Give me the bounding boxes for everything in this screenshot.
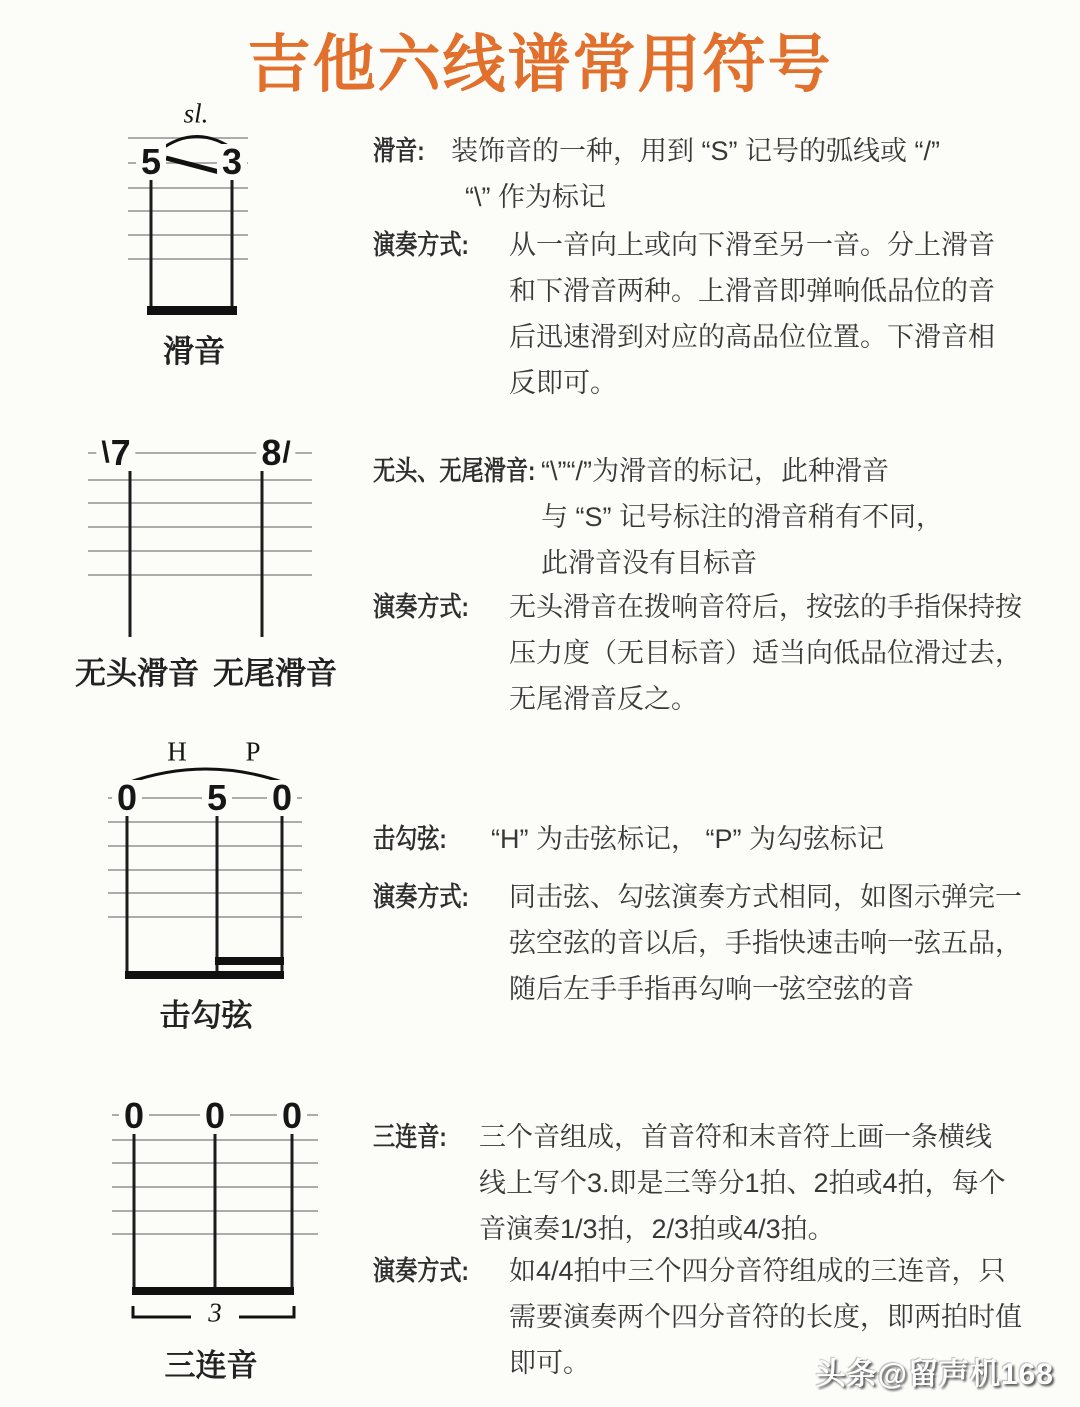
entry-label: 击勾弦: [373, 824, 447, 854]
text-line: 如4/4拍中三个四分音符组成的三连音，只 [509, 1256, 1006, 1286]
text-line: “\”“/”为滑音的标记，此种滑音 [541, 456, 889, 486]
fret-number-with-slide-mark [256, 432, 295, 473]
tab-caption: 击勾弦 [159, 998, 253, 1033]
fret-number-with-slide-mark [96, 432, 135, 473]
entry-text [509, 222, 1041, 406]
fret-number: 0 [277, 1098, 307, 1134]
fret-number: 0 [200, 1098, 230, 1134]
text-line: 无尾滑音反之。 [509, 684, 698, 714]
entry-label: 无头、无尾滑音: [373, 456, 536, 486]
tab-caption: 无尾滑音 [213, 656, 337, 691]
entry-text [541, 448, 1041, 586]
slide-up-mark: / [282, 436, 291, 469]
pull-mark: P [245, 736, 261, 767]
slide-annotation: sl. [183, 98, 209, 129]
text-line: 此滑音没有目标音 [541, 548, 757, 578]
fret-number: 0 [112, 780, 142, 816]
entry-label: 滑音: [373, 136, 425, 166]
fret-number: 0 [119, 1098, 149, 1134]
text-line: “\” 作为标记 [465, 182, 606, 212]
definition-entry [373, 222, 1041, 406]
text-line: 压力度（无目标音）适当向低品位滑过去， [509, 638, 1022, 668]
tab-caption: 无头滑音 [75, 656, 199, 691]
entry-text [509, 874, 1041, 1012]
text-line: 反即可。 [509, 368, 617, 398]
text-line: 从一音向上或向下滑至另一音。分上滑音 [509, 230, 995, 260]
text-line: 弦空弦的音以后，手指快速击响一弦五品， [509, 928, 1022, 958]
text-line: 与 “S” 记号标注的滑音稍有不同， [541, 502, 943, 532]
text-line: 装饰音的一种，用到 “S” 记号的弧线或 “/” [451, 136, 940, 166]
slide-line [166, 158, 223, 173]
watermark: 头条@留声机168 [815, 1358, 1054, 1391]
text-line: 线上写个3.即是三等分1拍、2拍或4拍，每个 [479, 1168, 1006, 1198]
fret-number: 5 [136, 144, 166, 180]
definition-entry [373, 584, 1041, 722]
text-line: 三个音组成，首音符和末音符上画一条横线 [479, 1122, 992, 1152]
fret-number: 7 [110, 432, 131, 473]
beam [132, 1287, 294, 1295]
entry-text [451, 128, 1041, 220]
tuplet-number: 3 [208, 1297, 222, 1328]
text-line: 后迅速滑到对应的高品位位置。下滑音相 [509, 322, 995, 352]
definition-entry [373, 816, 1041, 862]
text-line: 即可。 [509, 1348, 590, 1378]
partial-beam [215, 957, 284, 965]
fret-number: 5 [202, 780, 232, 816]
entry-label: 演奏方式: [373, 230, 469, 260]
entry-label: 演奏方式: [373, 1256, 469, 1286]
tab-diagram-open-slide [60, 430, 350, 691]
entry-text [491, 816, 1041, 862]
definition-entry [373, 1114, 1041, 1252]
fret-number: 0 [267, 780, 297, 816]
text-line: “H” 为击弦标记， “P” 为勾弦标记 [491, 824, 884, 854]
tab-diagram-hammer-pull [95, 735, 315, 1033]
tab-caption: 三连音 [164, 1348, 258, 1383]
tab-caption: 滑音 [163, 334, 225, 369]
entry-label: 演奏方式: [373, 592, 469, 622]
text-line: 和下滑音两种。上滑音即弹响低品位的音 [509, 276, 995, 306]
definition-entry [373, 128, 1041, 220]
hammer-mark: H [167, 736, 187, 767]
note-stems [127, 815, 282, 975]
slide-down-mark: \ [101, 436, 110, 469]
tab-diagram-triplet [95, 1090, 320, 1383]
definition-entry [373, 874, 1041, 1012]
page-title: 吉他六线谱常用符号 [247, 30, 833, 100]
entry-text [479, 1114, 1041, 1252]
note-stems [134, 1133, 292, 1292]
definition-entry [373, 448, 1041, 586]
text-line: 无头滑音在拨响音符后，按弦的手指保持按 [509, 592, 1022, 622]
text-line: 需要演奏两个四分音符的长度，即两拍时值 [509, 1302, 1022, 1332]
beam [125, 971, 284, 979]
text-line: 随后左手手指再勾响一弦空弦的音 [509, 974, 914, 1004]
note-stems [151, 180, 232, 310]
text-line: 音演奏1/3拍，2/3拍或4/3拍。 [479, 1214, 835, 1244]
fret-number: 8 [261, 432, 282, 473]
entry-text [509, 584, 1041, 722]
fret-number: 3 [217, 144, 247, 180]
beam [147, 306, 237, 315]
entry-label: 三连音: [373, 1122, 447, 1152]
text-line: 同击弦、勾弦演奏方式相同，如图示弹完一 [509, 882, 1022, 912]
note-stems [130, 471, 262, 637]
entry-label: 演奏方式: [373, 882, 469, 912]
tab-diagram-slide [110, 100, 320, 370]
